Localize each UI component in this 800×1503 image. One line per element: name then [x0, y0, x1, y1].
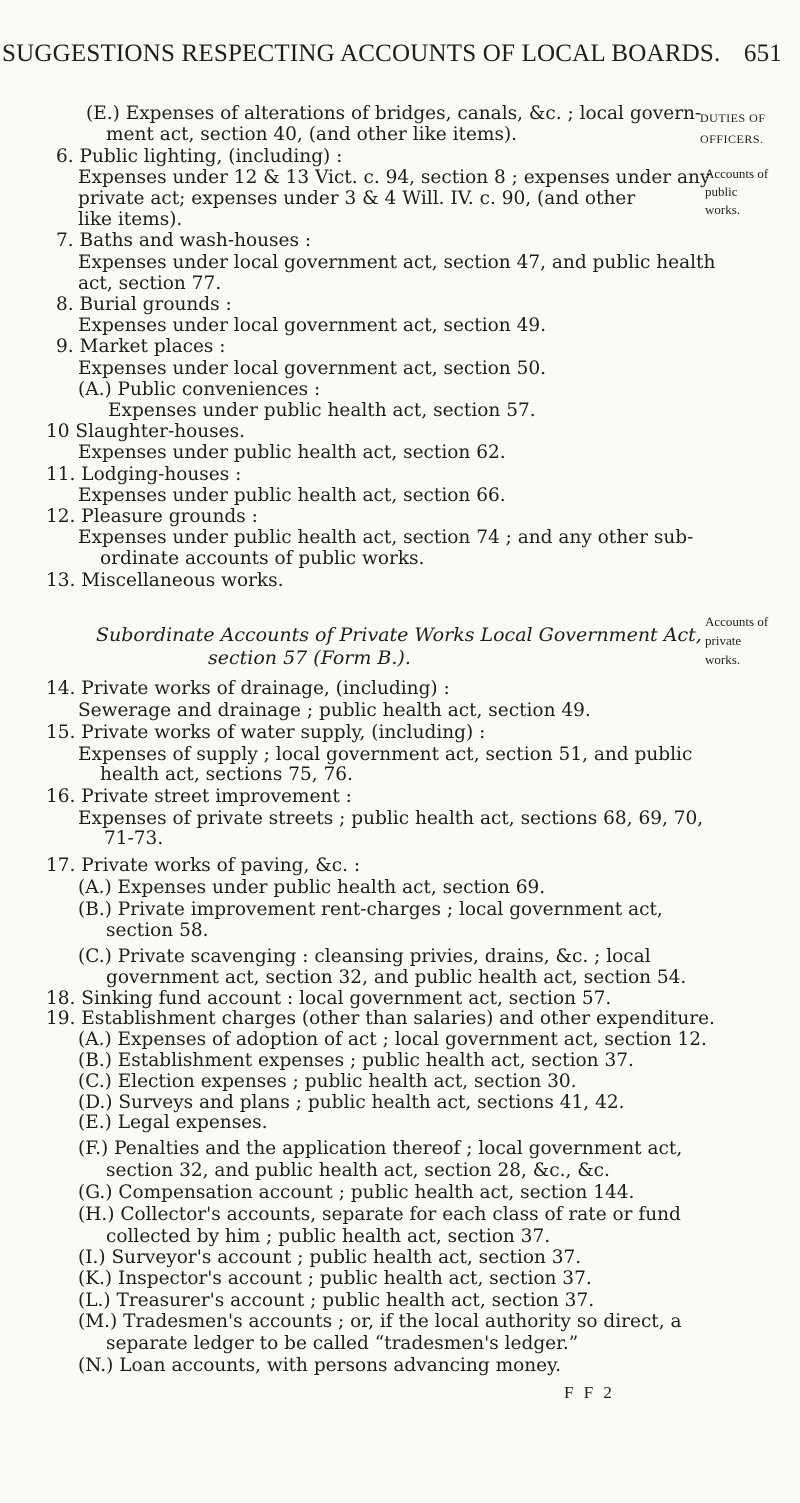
text-line: 71-73.	[104, 828, 164, 849]
text-line: (E.) Expenses of alterations of bridges, canals, &c. ; local govern-	[86, 103, 702, 124]
text-line: Expenses under public health act, section 62.	[78, 442, 506, 463]
text-line: Expenses under 12 & 13 Vict. c. 94, section 8 ; expenses under any	[78, 167, 711, 188]
text-line: 8. Burial grounds :	[56, 294, 232, 315]
text-line: Sewerage and drainage ; public health act, section 49.	[78, 700, 591, 721]
margin-note-accounts-public: Accounts of	[705, 166, 769, 181]
text-line: 18. Sinking fund account : local government act, section 57.	[46, 988, 612, 1009]
text-line: Expenses under local government act, section 49.	[78, 315, 547, 336]
text-line: 7. Baths and wash-houses :	[56, 230, 312, 251]
text-line: 19. Establishment charges (other than salaries) and other expenditure.	[46, 1008, 715, 1029]
text-line: Expenses of private streets ; public health act, sections 68, 69, 70,	[78, 808, 704, 829]
text-line: ordinate accounts of public works.	[100, 548, 425, 569]
text-line: section 32, and public health act, section 28, &c., &c.	[106, 1160, 610, 1181]
text-line: 6. Public lighting, (including) :	[56, 146, 343, 167]
margin-note-duties: DUTIES OF	[700, 111, 766, 125]
text-line: 16. Private street improvement :	[46, 786, 352, 807]
text-line: ment act, section 40, (and other like items).	[106, 124, 518, 145]
margin-note-public: public	[705, 184, 738, 199]
text-line: 11. Lodging-houses :	[46, 464, 242, 485]
text-line: collected by him ; public health act, section 37.	[106, 1226, 551, 1247]
text-line: Expenses under local government act, section 50.	[78, 358, 547, 379]
text-line: (A.) Expenses under public health act, section 69.	[78, 877, 546, 898]
margin-note-private: private	[705, 633, 742, 648]
margin-note-works-private: works.	[705, 652, 741, 667]
text-line: Expenses of supply ; local government act, section 51, and public	[78, 744, 693, 765]
page-number: 651	[743, 40, 782, 67]
text-line: 13. Miscellaneous works.	[46, 570, 284, 591]
text-line: Expenses under local government act, section 47, and public health	[78, 252, 716, 273]
text-line: (M.) Tradesmen's accounts ; or, if the local authority so direct, a	[78, 1311, 682, 1332]
margin-note-accounts-private: Accounts of	[705, 614, 769, 629]
text-line: 15. Private works of water supply, (including) :	[46, 722, 486, 743]
text-line: Expenses under public health act, section 66.	[78, 485, 506, 506]
text-line: 10 Slaughter-houses.	[46, 421, 245, 442]
text-line: (G.) Compensation account ; public health act, section 144.	[78, 1182, 635, 1203]
text-line: health act, sections 75, 76.	[100, 764, 353, 785]
signature-mark: F F 2	[564, 1383, 615, 1402]
text-line: Expenses under public health act, section 57.	[108, 400, 536, 421]
text-line: (I.) Surveyor's account ; public health act, section 37.	[78, 1247, 582, 1268]
text-line: Expenses under public health act, section 74 ; and any other sub-	[78, 527, 694, 548]
text-line: (K.) Inspector's account ; public health act, section 37.	[78, 1268, 592, 1289]
text-line: section 58.	[106, 920, 209, 941]
text-line: (A.) Public conveniences :	[78, 379, 321, 400]
subheading-line-1: Subordinate Accounts of Private Works Local Government Act,	[96, 624, 702, 646]
text-line: (B.) Private improvement rent-charges ; local government act,	[78, 899, 663, 920]
text-line: (L.) Treasurer's account ; public health act, section 37.	[78, 1290, 595, 1311]
page-title: SUGGESTIONS RESPECTING ACCOUNTS OF LOCAL BOARDS.	[2, 40, 721, 67]
text-line: (C.) Private scavenging : cleansing privies, drains, &c. ; local	[78, 946, 651, 967]
text-line: 17. Private works of paving, &c. :	[46, 855, 361, 876]
text-line: government act, section 32, and public health act, section 54.	[106, 967, 687, 988]
text-line: (A.) Expenses of adoption of act ; local government act, section 12.	[78, 1029, 707, 1050]
text-line: 14. Private works of drainage, (including) :	[46, 678, 450, 699]
text-line: (F.) Penalties and the application thereof ; local government act,	[78, 1138, 683, 1159]
text-line: (B.) Establishment expenses ; public health act, section 37.	[78, 1050, 634, 1071]
text-line: private act; expenses under 3 & 4 Will. IV. c. 90, (and other	[78, 188, 636, 209]
text-line: (H.) Collector's accounts, separate for each class of rate or fund	[78, 1204, 681, 1225]
text-line: act, section 77.	[78, 273, 222, 294]
text-line: (C.) Election expenses ; public health act, section 30.	[78, 1071, 577, 1092]
text-line: separate ledger to be called “tradesmen's ledger.”	[106, 1333, 579, 1354]
subheading-line-2: section 57 (Form B.).	[208, 647, 411, 669]
text-line: 9. Market places :	[56, 336, 226, 357]
margin-note-works-public: works.	[705, 202, 741, 217]
running-header	[0, 40, 800, 80]
margin-note-officers: OFFICERS.	[700, 132, 764, 146]
text-line: (N.) Loan accounts, with persons advancing money.	[78, 1355, 561, 1376]
text-line: (E.) Legal expenses.	[78, 1112, 268, 1133]
text-line: (D.) Surveys and plans ; public health act, sections 41, 42.	[78, 1092, 625, 1113]
text-line: like items).	[78, 209, 183, 230]
text-line: 12. Pleasure grounds :	[46, 506, 258, 527]
